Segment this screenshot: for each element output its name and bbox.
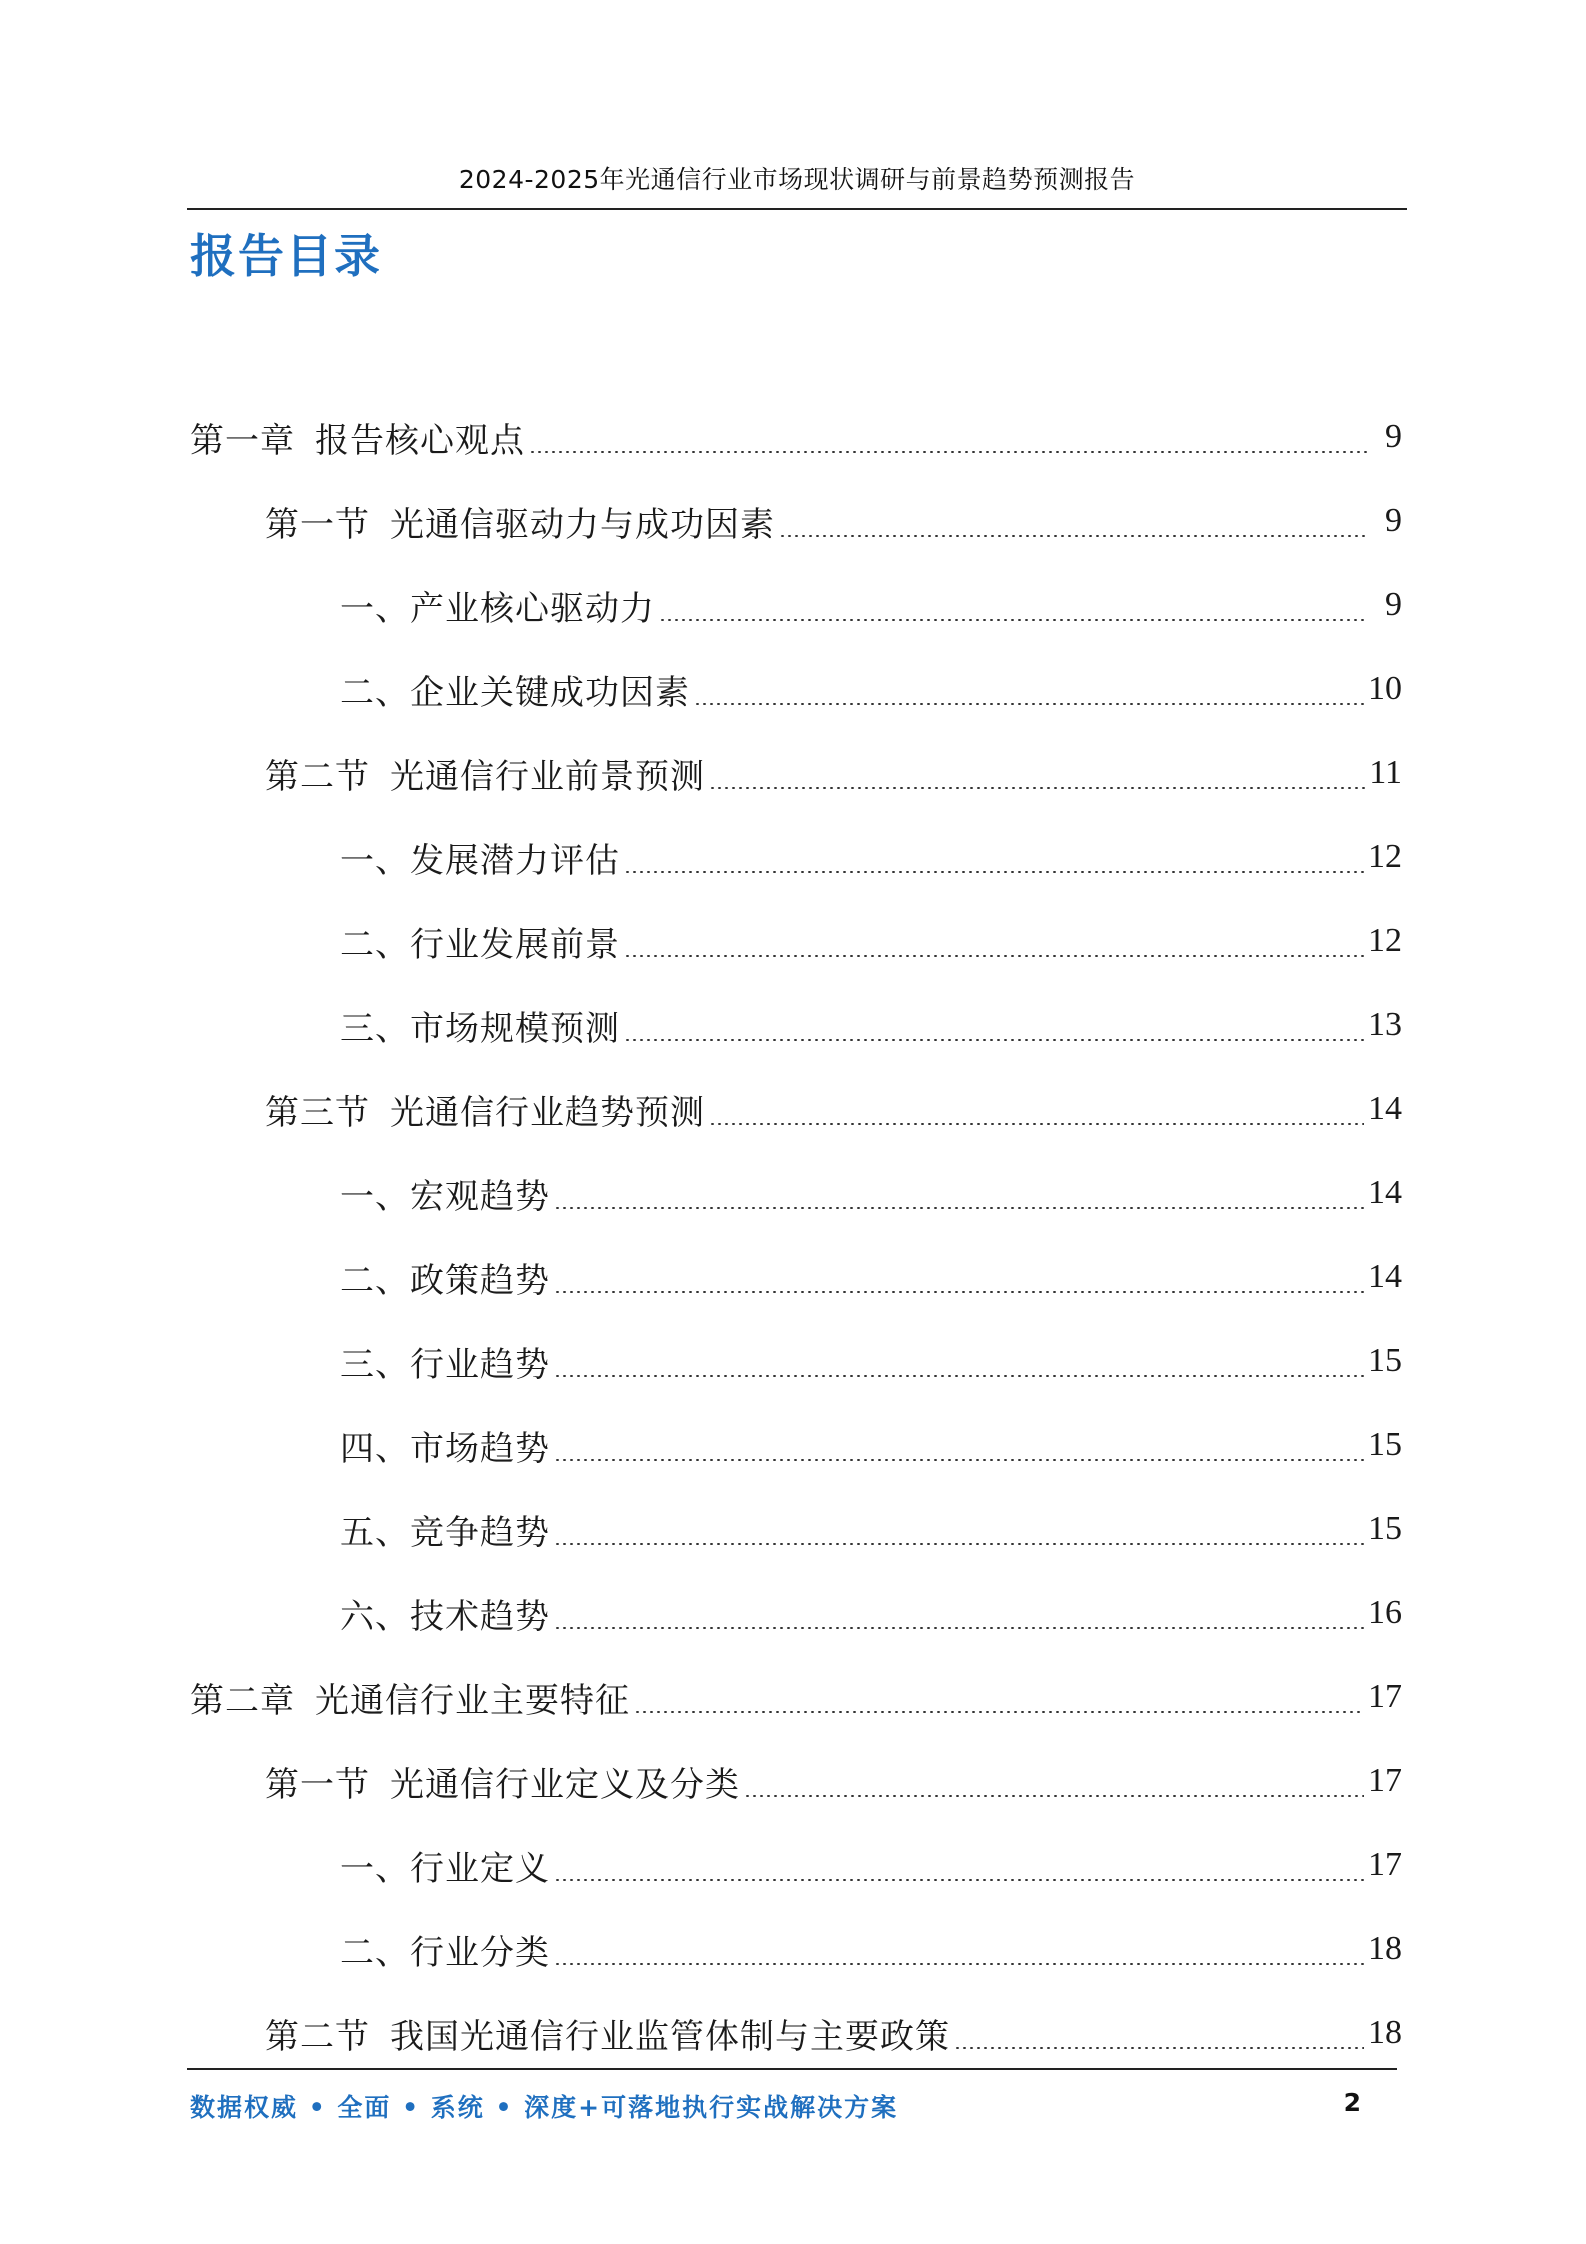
toc-entry-text: 企业关键成功因素 [410,672,690,713]
toc-entry[interactable] [190,815,1402,899]
toc-entry-number: 一、 [340,1176,410,1217]
toc-entry-number: 第一章 [190,420,295,461]
toc-entry-number: 第二节 [265,756,370,797]
toc-entry-text: 光通信驱动力与成功因素 [390,504,775,545]
toc-dot-leader [554,1207,1364,1209]
toc-entry[interactable] [190,1823,1402,1907]
toc-entry-text: 政策趋势 [410,1260,550,1301]
toc-entry-label [190,1673,630,1722]
toc-entry-number: 一、 [340,840,410,881]
toc-entry-label [340,1337,550,1386]
toc-entry-text: 竞争趋势 [410,1512,550,1553]
toc-entry-label [340,581,655,630]
toc-entry-label [340,665,690,714]
toc-entry-page: 17 [1368,1678,1402,1715]
toc-entry-number: 一、 [340,1848,410,1889]
toc-entry-number: 二、 [340,672,410,713]
toc-entry[interactable] [190,1319,1402,1403]
toc-dot-leader [554,1627,1364,1629]
toc-entry-page: 11 [1369,754,1402,791]
toc-dot-leader [694,703,1364,705]
header-divider [187,208,1407,210]
toc-entry-number: 第一节 [265,504,370,545]
toc-dot-leader [709,1123,1364,1125]
toc-entry-label [340,1421,550,1470]
toc-entry-number: 第三节 [265,1092,370,1133]
toc-dot-leader [954,2047,1364,2049]
toc-entry[interactable] [190,899,1402,983]
toc-entry-text: 技术趋势 [410,1596,550,1637]
toc-dot-leader [554,1291,1364,1293]
toc-entry-text: 光通信行业趋势预测 [390,1092,705,1133]
toc-entry-page: 14 [1368,1174,1402,1211]
toc-entry-label [265,2009,950,2058]
toc-entry-number: 四、 [340,1428,410,1469]
toc-entry-number: 二、 [340,1260,410,1301]
toc-entry-number: 六、 [340,1596,410,1637]
running-header: 2024-2025年光通信行业市场现状调研与前景趋势预测报告 [458,165,1136,194]
toc-entry-label [265,1085,705,1134]
toc-entry-text: 光通信行业定义及分类 [390,1764,740,1805]
toc-dot-leader [659,619,1368,621]
toc-entry-label [340,1253,550,1302]
toc-entry[interactable] [190,731,1402,815]
toc-dot-leader [634,1711,1364,1713]
toc-entry-page: 13 [1368,1006,1402,1043]
toc-entry[interactable] [190,1151,1402,1235]
toc-dot-leader [554,1459,1364,1461]
toc-entry-text: 光通信行业前景预测 [390,756,705,797]
toc-entry-label [340,1001,620,1050]
table-of-contents [190,395,1402,2075]
toc-entry-page: 16 [1368,1594,1402,1631]
toc-entry[interactable] [190,1655,1402,1739]
toc-entry-number: 三、 [340,1008,410,1049]
toc-entry-number: 五、 [340,1512,410,1553]
toc-entry[interactable] [190,647,1402,731]
toc-dot-leader [624,871,1364,873]
toc-entry-page: 14 [1368,1258,1402,1295]
toc-entry-page: 9 [1385,502,1402,539]
toc-entry-label [340,1841,550,1890]
toc-dot-leader [709,787,1365,789]
toc-dot-leader [554,1543,1364,1545]
toc-entry-page: 17 [1368,1846,1402,1883]
toc-entry[interactable] [190,1487,1402,1571]
toc-entry-label [340,833,620,882]
toc-entry-number: 第二节 [265,2016,370,2057]
toc-title: 报告目录 [190,229,382,283]
toc-entry-label [340,1505,550,1554]
toc-entry-text: 行业发展前景 [410,924,620,965]
toc-entry-label [340,917,620,966]
toc-entry-page: 17 [1368,1762,1402,1799]
toc-entry[interactable] [190,1235,1402,1319]
toc-dot-leader [554,1375,1364,1377]
toc-dot-leader [529,451,1368,453]
toc-entry-page: 15 [1368,1426,1402,1463]
toc-entry-page: 12 [1368,922,1402,959]
toc-dot-leader [744,1795,1364,1797]
toc-entry-page: 15 [1368,1510,1402,1547]
toc-entry-text: 光通信行业主要特征 [315,1680,630,1721]
toc-dot-leader [779,535,1368,537]
toc-entry-page: 15 [1368,1342,1402,1379]
toc-entry-label [340,1589,550,1638]
toc-entry-page: 18 [1368,2014,1402,2051]
toc-dot-leader [624,955,1364,957]
toc-entry-text: 市场规模预测 [410,1008,620,1049]
toc-entry-text: 行业趋势 [410,1344,550,1385]
toc-entry-page: 14 [1368,1090,1402,1127]
toc-entry-text: 我国光通信行业监管体制与主要政策 [390,2016,950,2057]
toc-entry-number: 第二章 [190,1680,295,1721]
toc-entry[interactable] [190,395,1402,479]
toc-entry[interactable] [190,479,1402,563]
toc-entry-label [340,1169,550,1218]
toc-entry-text: 报告核心观点 [315,420,525,461]
footer-slogan: 数据权威 • 全面 • 系统 • 深度+可落地执行实战解决方案 [190,2093,899,2122]
toc-entry-label [265,749,705,798]
toc-entry-text: 发展潜力评估 [410,840,620,881]
toc-entry-page: 12 [1368,838,1402,875]
toc-entry-text: 行业分类 [410,1932,550,1973]
toc-entry-label [190,413,525,462]
toc-entry-number: 二、 [340,924,410,965]
toc-entry-page: 10 [1368,670,1402,707]
toc-entry-page: 9 [1385,418,1402,455]
footer-divider [187,2068,1397,2070]
toc-entry-number: 二、 [340,1932,410,1973]
toc-entry[interactable] [190,1403,1402,1487]
toc-entry-label [265,497,775,546]
toc-entry[interactable] [190,1571,1402,1655]
toc-entry-text: 宏观趋势 [410,1176,550,1217]
toc-dot-leader [624,1039,1364,1041]
toc-entry[interactable] [190,1067,1402,1151]
toc-entry-page: 9 [1385,586,1402,623]
toc-entry-label [340,1925,550,1974]
toc-entry-text: 产业核心驱动力 [410,588,655,629]
toc-entry-number: 三、 [340,1344,410,1385]
toc-entry-page: 18 [1368,1930,1402,1967]
toc-entry[interactable] [190,1991,1402,2075]
toc-entry-text: 行业定义 [410,1848,550,1889]
toc-dot-leader [554,1879,1364,1881]
page-number: 2 [1343,2088,1361,2117]
toc-entry[interactable] [190,1907,1402,1991]
toc-entry-text: 市场趋势 [410,1428,550,1469]
toc-entry[interactable] [190,983,1402,1067]
toc-entry-number: 一、 [340,588,410,629]
toc-entry[interactable] [190,1739,1402,1823]
toc-entry-label [265,1757,740,1806]
toc-dot-leader [554,1963,1364,1965]
toc-entry-number: 第一节 [265,1764,370,1805]
toc-entry[interactable] [190,563,1402,647]
